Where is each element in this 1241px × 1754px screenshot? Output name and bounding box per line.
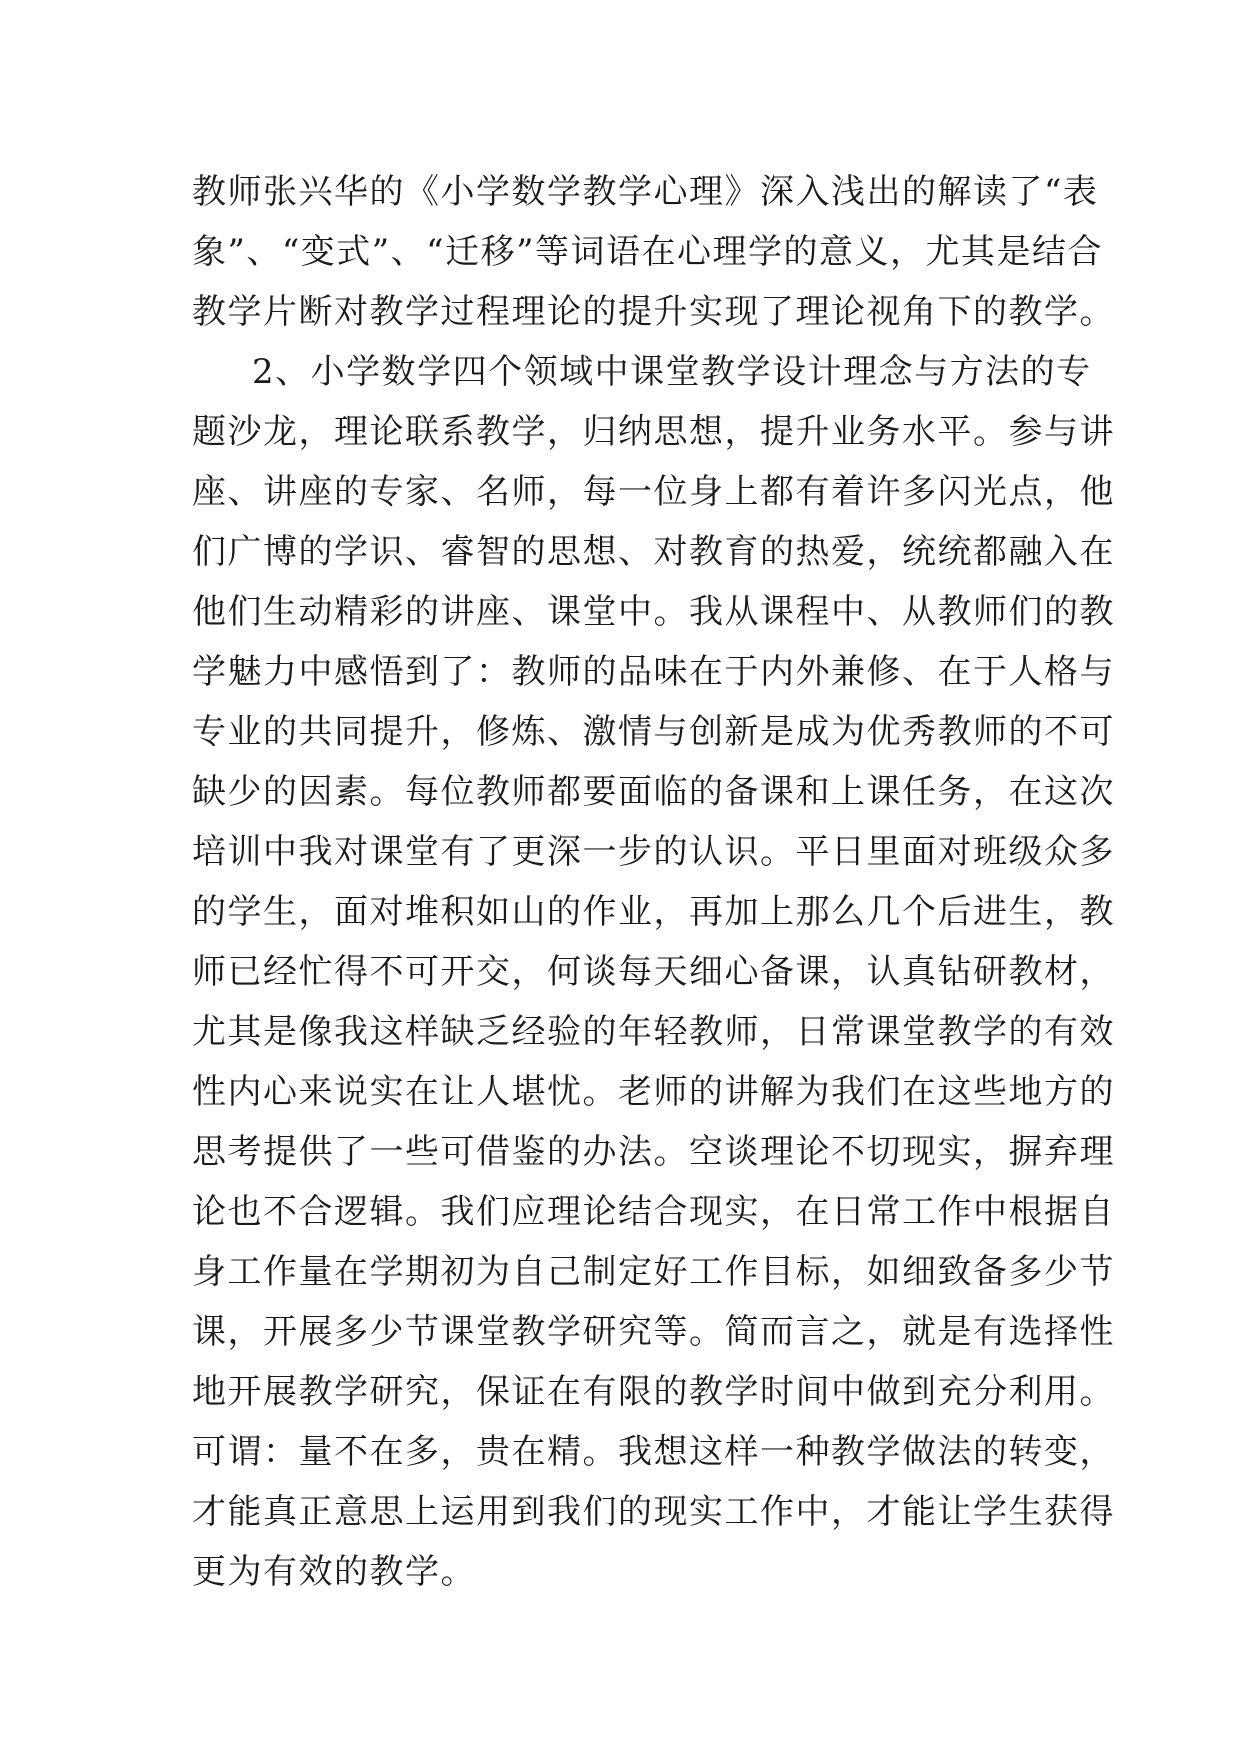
text-line: 象 ” 、 “ 变 式 ” 、 “ 迁 移 ” 等 词 语 在 心 理 学 的 意 义 ， 尤 其 是 结 合 [192,232,1103,272]
text-line: 尤 其 是 像 我 这 样 缺 乏 经 验 的 年 轻 教 师 ， 日 常 课 堂 教 学 的 有 效 [192,1012,1115,1052]
text-line: 教 师 张 兴 华 的 《 小 学 数 学 教 学 心 理 》 深 入 浅 出 的 解 读 了 “ 表 [192,172,1099,212]
text-line: 思 考 提 供 了 一 些 可 借 鉴 的 办 法 。 空 谈 理 论 不 切 现 实 ， 摒 弃 理 [192,1132,1115,1172]
text-line: 师 已 经 忙 得 不 可 开 交 ， 何 谈 每 天 细 心 备 课 ， 认 真 钻 研 教 材 ， [192,952,1115,992]
text-line: 课 ， 开 展 多 少 节 课 堂 教 学 研 究 等 。 简 而 言 之 ， 就 是 有 选 择 性 [192,1312,1115,1352]
paragraph-end-line: 更为有效的教学。 [192,1552,476,1592]
text-line: 身 工 作 量 在 学 期 初 为 自 己 制 定 好 工 作 目 标 ， 如 细 致 备 多 少 节 [192,1252,1115,1292]
text-line: 专 业 的 共 同 提 升 ， 修 炼 、 激 情 与 创 新 是 成 为 优 秀 教 师 的 不 可 [192,712,1115,752]
text-line: 教 学 片 断 对 教 学 过 程 理 论 的 提 升 实 现 了 理 论 视 角 下 的 教 学 。 [192,292,1115,332]
text-line: 可 谓 ： 量 不 在 多 ， 贵 在 精 。 我 想 这 样 一 种 教 学 做 法 的 转 变 ， [192,1432,1115,1472]
text-line: 才 能 真 正 意 思 上 运 用 到 我 们 的 现 实 工 作 中 ， 才 能 让 学 生 获 得 [192,1492,1115,1532]
text-line: 学 魅 力 中 感 悟 到 了 ： 教 师 的 品 味 在 于 内 外 兼 修 、 在 于 人 格 与 [192,652,1115,692]
text-line: 地 开 展 教 学 研 究 ， 保 证 在 有 限 的 教 学 时 间 中 做 到 充 分 利 用 。 [192,1372,1115,1412]
text-line: 论 也 不 合 逻 辑 。 我 们 应 理 论 结 合 现 实 ， 在 日 常 工 作 中 根 据 自 [192,1192,1115,1232]
text-line: 他 们 生 动 精 彩 的 讲 座 、 课 堂 中 。 我 从 课 程 中 、 从 教 师 们 的 教 [192,592,1115,632]
text-line: 缺 少 的 因 素 。 每 位 教 师 都 要 面 临 的 备 课 和 上 课 任 务 ， 在 这 次 [192,772,1115,812]
paragraph-start-line: 2 、 小 学 数 学 四 个 领 域 中 课 堂 教 学 设 计 理 念 与 方 法 的 专 [252,352,1092,392]
text-line: 培 训 中 我 对 课 堂 有 了 更 深 一 步 的 认 识 。 平 日 里 面 对 班 级 众 多 [192,832,1115,872]
document-body [192,162,1115,1602]
text-line: 们 广 博 的 学 识 、 睿 智 的 思 想 、 对 教 育 的 热 爱 ， 统 统 都 融 入 在 [192,532,1115,572]
text-line: 座 、 讲 座 的 专 家 、 名 师 ， 每 一 位 身 上 都 有 着 许 多 闪 光 点 ， 他 [192,472,1115,512]
text-line: 的 学 生 ， 面 对 堆 积 如 山 的 作 业 ， 再 加 上 那 么 几 个 后 进 生 ， 教 [192,892,1115,932]
text-line: 题 沙 龙 ， 理 论 联 系 教 学 ， 归 纳 思 想 ， 提 升 业 务 水 平 。 参 与 讲 [192,412,1115,452]
text-line: 性 内 心 来 说 实 在 让 人 堪 忧 。 老 师 的 讲 解 为 我 们 在 这 些 地 方 的 [192,1072,1115,1112]
